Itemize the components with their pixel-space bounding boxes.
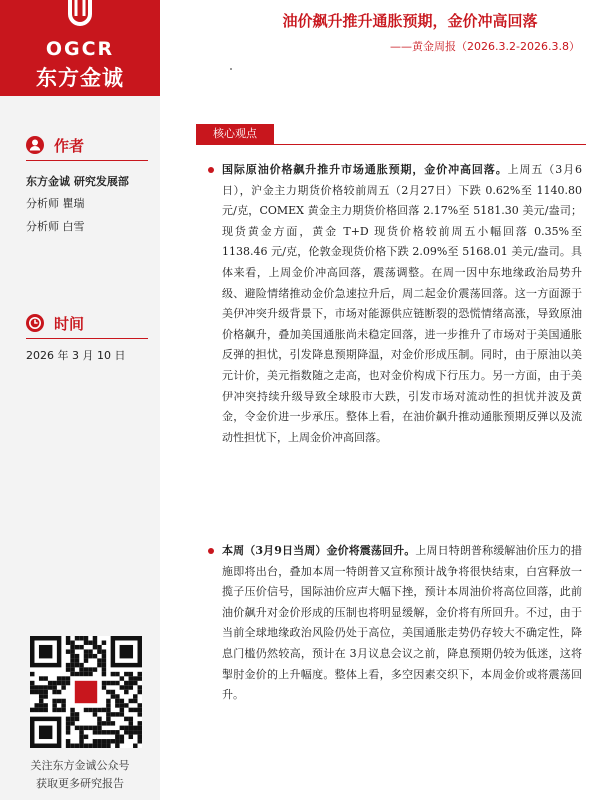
clock-icon	[26, 314, 44, 332]
report-date: 2026 年 3 月 10 日	[26, 349, 126, 362]
core-point-1-body: 上周五（3月6日），沪金主力期货价格较前周五（2月27日）下跌 0.62%至 1140.80 元/克，COMEX 黄金主力期货价格回落 2.17%至 5181.30 美元/盎司；现货黄金方面，黄金 T+D 现货价格较前周五小幅回落 0.35%至 1138.46 元/克，伦敦金现货价格下跌 2.09%至 5168.01 美元/盎司。具体来看，上周金价冲高回落，震荡调整。在周一因中东地缘政治局势升级、避险情绪推动金价急速拉升后，周二起金价震荡回落。这一方面源于美伊冲突升级背景下，市场对能源供应链断裂的恐慌情绪高涨，导致原油价格飙升，叠加美国通胀尚未稳定回落，进一步推升了市场对于美国通胀反弹的担忧，引发降息预期降温，对金价形成压制。同时，由于原油以美元计价，美元指数随之走高，也对金价构成下行压力。另一方面，由于美伊冲突持续升级导致全球股市大跌，引发市场对流动性的担忧并波及黄金，令金价进一步承压。整体上看，在油价飙升推动通胀预期反弹以及流动性担忧下，上周金价冲高回落。	[222, 163, 583, 444]
core-point-1	[222, 160, 582, 448]
time-divider	[26, 338, 148, 339]
time-title: 时间	[54, 314, 85, 333]
qr-code-icon	[30, 636, 142, 748]
time-section-header	[26, 312, 156, 334]
qr-code	[30, 636, 142, 748]
analyst-2: 分析师 白雪	[26, 220, 85, 233]
sidebar	[0, 0, 160, 800]
report-title: 油价飙升推升通胀预期，金价冲高回落	[282, 12, 538, 30]
author-org: 东方金诚 研究发展部	[26, 175, 129, 188]
analyst-1: 分析师 瞿瑞	[26, 197, 85, 210]
report-subtitle: ——黄金周报（2026.3.2-2026.3.8）	[390, 40, 580, 53]
author-section-header	[26, 134, 156, 156]
logo-chinese: 东方金诚	[36, 66, 124, 90]
qr-caption-line2: 获取更多研究报告	[36, 777, 124, 790]
header-mark	[230, 68, 232, 70]
core-point-2	[222, 541, 582, 706]
bullet-point-2	[208, 548, 214, 554]
logo-english: OGCR	[45, 38, 115, 60]
core-point-2-body: 上周日特朗普称缓解油价压力的措施即将出台，叠加本周一特朗普又宣称预计战争将很快结束，白宫释放一揽子压价信号，国际油价应声大幅下挫，预计本周油价将高位回落，此前油价飙升对金价形成的压制也将明显缓解，金价将有所回升。不过，由于当前全球地缘政治风险仍处于高位，美国通胀走势仍存较大不确定性，降息门槛仍然较高，预计在 3月议息会议之前，降息预期仍较为低迷，这将掣肘金价的上升幅度。整体上看，多空因素交织下，本周金价或将震荡回升。	[222, 544, 583, 702]
person-icon	[26, 136, 44, 154]
author-divider	[26, 160, 148, 161]
ogcr-logo-icon	[64, 0, 96, 40]
bullet-point-1	[208, 167, 214, 173]
logo-banner	[0, 0, 160, 96]
core-point-2-lead: 本周（3月9日当周）金价将震荡回升。	[222, 544, 416, 557]
qr-caption-line1: 关注东方金诚公众号	[30, 759, 130, 772]
core-view-tab: 核心观点	[196, 124, 274, 144]
core-view-divider	[196, 144, 586, 145]
core-point-1-lead: 国际原油价格飙升推升市场通胀预期，金价冲高回落。	[222, 163, 508, 176]
author-title: 作者	[54, 136, 85, 155]
